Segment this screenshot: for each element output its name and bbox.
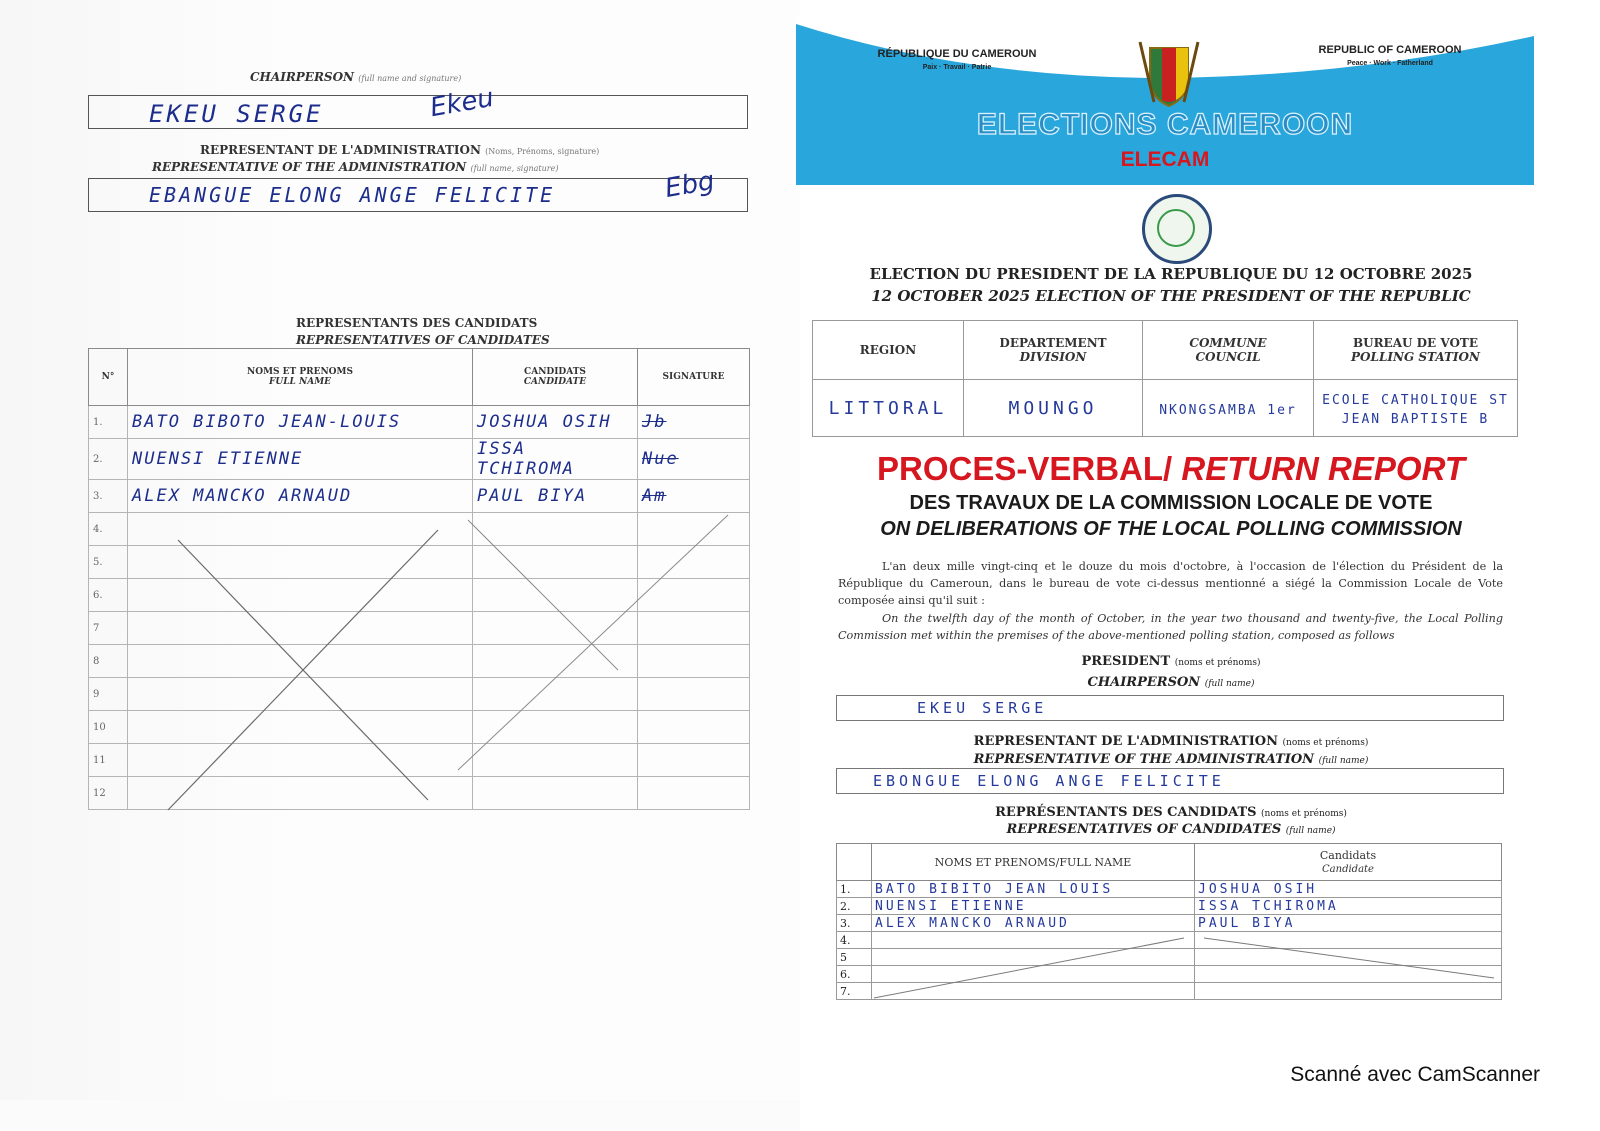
col-full-name: NOMS ET PRENOMS/FULL NAME — [872, 844, 1195, 881]
admin-rep-name: EBONGUE ELONG ANGE FELICITE — [873, 772, 1225, 790]
report-subtitle-en: ON DELIBERATIONS OF THE LOCAL POLLING COMMISSION — [880, 518, 1462, 540]
table-row: 9 — [89, 678, 750, 711]
table-row: 5 — [837, 949, 1502, 966]
col-region: REGION — [813, 321, 964, 380]
chairperson-field[interactable] — [88, 95, 748, 129]
void-strike-marks — [864, 928, 1504, 1008]
rep-name-cell[interactable]: ALEX MANCKO ARNAUD — [872, 915, 1195, 932]
country-name-fr: RÉPUBLIQUE DU CAMEROUN Paix · Travail · Patrie — [877, 48, 1037, 71]
coat-of-arms-icon — [1134, 38, 1204, 108]
rep-signature-cell[interactable]: Jb — [638, 406, 750, 439]
table-row: 7. — [837, 983, 1502, 1000]
admin-rep-label-fr: REPRESENTANT DE L'ADMINISTRATION (noms et prénoms) — [973, 734, 1369, 749]
table-row: 1. BATO BIBITO JEAN LOUIS JOSHUA OSIH — [837, 881, 1502, 898]
council-value[interactable]: NKONGSAMBA 1er — [1143, 380, 1314, 437]
president-name: EKEU SERGE — [917, 699, 1048, 717]
table-row: 10 — [89, 711, 750, 744]
country-name-en: REPUBLIC OF CAMEROON Peace · Work · Fatherland — [1318, 44, 1462, 67]
candidates-title-en: REPRESENTATIVES OF CANDIDATES — [296, 333, 550, 347]
table-row: 8 — [89, 645, 750, 678]
election-title-en: 12 OCTOBER 2025 ELECTION OF THE PRESIDENT OF THE REPUBLIC — [871, 287, 1471, 305]
camscanner-watermark: Scanné avec CamScanner — [1290, 1063, 1540, 1086]
admin-rep-label-en: REPRESENTATIVE OF THE ADMINISTRATION (full name) — [973, 752, 1369, 767]
location-table — [812, 320, 1518, 437]
table-row: 11 — [89, 744, 750, 777]
admin-rep-field[interactable] — [836, 768, 1504, 794]
table-row: 3. ALEX MANCKO ARNAUD PAUL BIYA — [837, 915, 1502, 932]
void-cross-marks — [88, 500, 750, 820]
rep-name-cell[interactable]: NUENSI ETIENNE — [128, 439, 473, 480]
chairperson-name: EKEU SERGE — [149, 100, 324, 128]
rep-name-cell[interactable]: ALEX MANCKO ARNAUD — [128, 480, 473, 513]
table-row — [813, 380, 1518, 437]
president-label-fr: PRESIDENT (noms et prénoms) — [1081, 654, 1261, 669]
rep-name-cell[interactable]: BATO BIBITO JEAN LOUIS — [872, 881, 1195, 898]
rep-candidate-cell[interactable]: ISSA TCHIROMA — [473, 439, 638, 480]
col-candidate: CANDIDATS CANDIDATE — [473, 349, 638, 406]
rep-candidate-cell[interactable]: PAUL BIYA — [473, 480, 638, 513]
col-division: DEPARTEMENT DIVISION — [964, 321, 1143, 380]
table-header-row — [89, 349, 750, 406]
division-value[interactable]: MOUNGO — [964, 380, 1143, 437]
admin-name: EBANGUE ELONG ANGE FELICITE — [149, 183, 556, 207]
rep-candidate-cell[interactable]: JOSHUA OSIH — [1195, 881, 1502, 898]
rep-signature-cell[interactable]: Nue — [638, 439, 750, 480]
chairperson-signature: Ekeu — [427, 82, 497, 124]
intro-paragraph-en: On the twelfth day of the month of October, in the year two thousand and twenty-five, the Local Polling Commission met within the premises of the above-mentioned polling station, composed as follows — [838, 612, 1503, 642]
table-header-row — [837, 844, 1502, 881]
table-row: 6. — [89, 579, 750, 612]
table-row: 4. — [89, 513, 750, 546]
candidates-rep-label-en: REPRESENTATIVES OF CANDIDATES (full name) — [1006, 822, 1336, 837]
rep-name-cell[interactable]: BATO BIBOTO JEAN-LOUIS — [128, 406, 473, 439]
table-header-row — [813, 321, 1518, 380]
elecam-seal-icon — [1142, 194, 1212, 264]
rep-candidate-cell[interactable]: ISSA TCHIROMA — [1195, 898, 1502, 915]
col-polling-station: BUREAU DE VOTE POLLING STATION — [1314, 321, 1518, 380]
rep-candidate-cell[interactable]: PAUL BIYA — [1195, 915, 1502, 932]
candidates-rep-label-fr: REPRÉSENTANTS DES CANDIDATS (noms et prénoms) — [995, 805, 1347, 820]
report-subtitle-fr: DES TRAVAUX DE LA COMMISSION LOCALE DE VOTE — [909, 492, 1433, 514]
president-field[interactable] — [836, 695, 1504, 721]
table-row: 1. BATO BIBOTO JEAN-LOUIS JOSHUA OSIH Jb — [89, 406, 750, 439]
org-acronym: ELECAM — [1120, 148, 1210, 171]
org-name: ELECTIONS CAMEROON — [976, 108, 1354, 141]
col-number: N° — [89, 349, 128, 406]
table-row: 6. — [837, 966, 1502, 983]
report-title: PROCES-VERBAL/ RETURN REPORT — [877, 450, 1465, 487]
col-council: COMMUNE COUNCIL — [1143, 321, 1314, 380]
table-row: 3. ALEX MANCKO ARNAUD PAUL BIYA Am — [89, 480, 750, 513]
table-row: 4. — [837, 932, 1502, 949]
col-signature: SIGNATURE — [638, 349, 750, 406]
table-row: 5. — [89, 546, 750, 579]
table-row: 2. NUENSI ETIENNE ISSA TCHIROMA Nue — [89, 439, 750, 480]
table-row: 12 — [89, 777, 750, 810]
rep-name-cell[interactable]: NUENSI ETIENNE — [872, 898, 1195, 915]
rep-candidate-cell[interactable]: JOSHUA OSIH — [473, 406, 638, 439]
admin-field[interactable] — [88, 178, 748, 212]
rep-signature-cell[interactable]: Am — [638, 480, 750, 513]
table-row: 7 — [89, 612, 750, 645]
intro-paragraph-fr: L'an deux mille vingt-cinq et le douze du mois d'octobre, à l'occasion de l'élection du Président de la République du Cameroun, dans le bureau de vote ci-dessus mentionné a siégé la Commission Locale de Vote composée ainsi qu'il suit : — [838, 560, 1503, 607]
region-value[interactable]: LITTORAL — [813, 380, 964, 437]
admin-label-fr: REPRESENTANT DE L'ADMINISTRATION (Noms, Prénoms, signature) — [200, 143, 600, 157]
president-label-en: CHAIRPERSON (full name) — [1087, 675, 1255, 690]
polling-station-value[interactable]: ECOLE CATHOLIQUE ST JEAN BAPTISTE B — [1314, 380, 1518, 437]
admin-signature: Ebg — [662, 165, 717, 205]
col-full-name: NOMS ET PRENOMS FULL NAME — [128, 349, 473, 406]
chairperson-label: CHAIRPERSON (full name and signature) — [250, 70, 462, 84]
col-candidate: Candidats Candidate — [1195, 844, 1502, 881]
table-row: 2. NUENSI ETIENNE ISSA TCHIROMA — [837, 898, 1502, 915]
admin-label-en: REPRESENTATIVE OF THE ADMINISTRATION (full name, signature) — [152, 160, 559, 174]
election-title-fr: ELECTION DU PRESIDENT DE LA REPUBLIQUE DU 12 OCTOBRE 2025 — [869, 265, 1473, 283]
candidates-title-fr: REPRESENTANTS DES CANDIDATS — [296, 316, 538, 330]
